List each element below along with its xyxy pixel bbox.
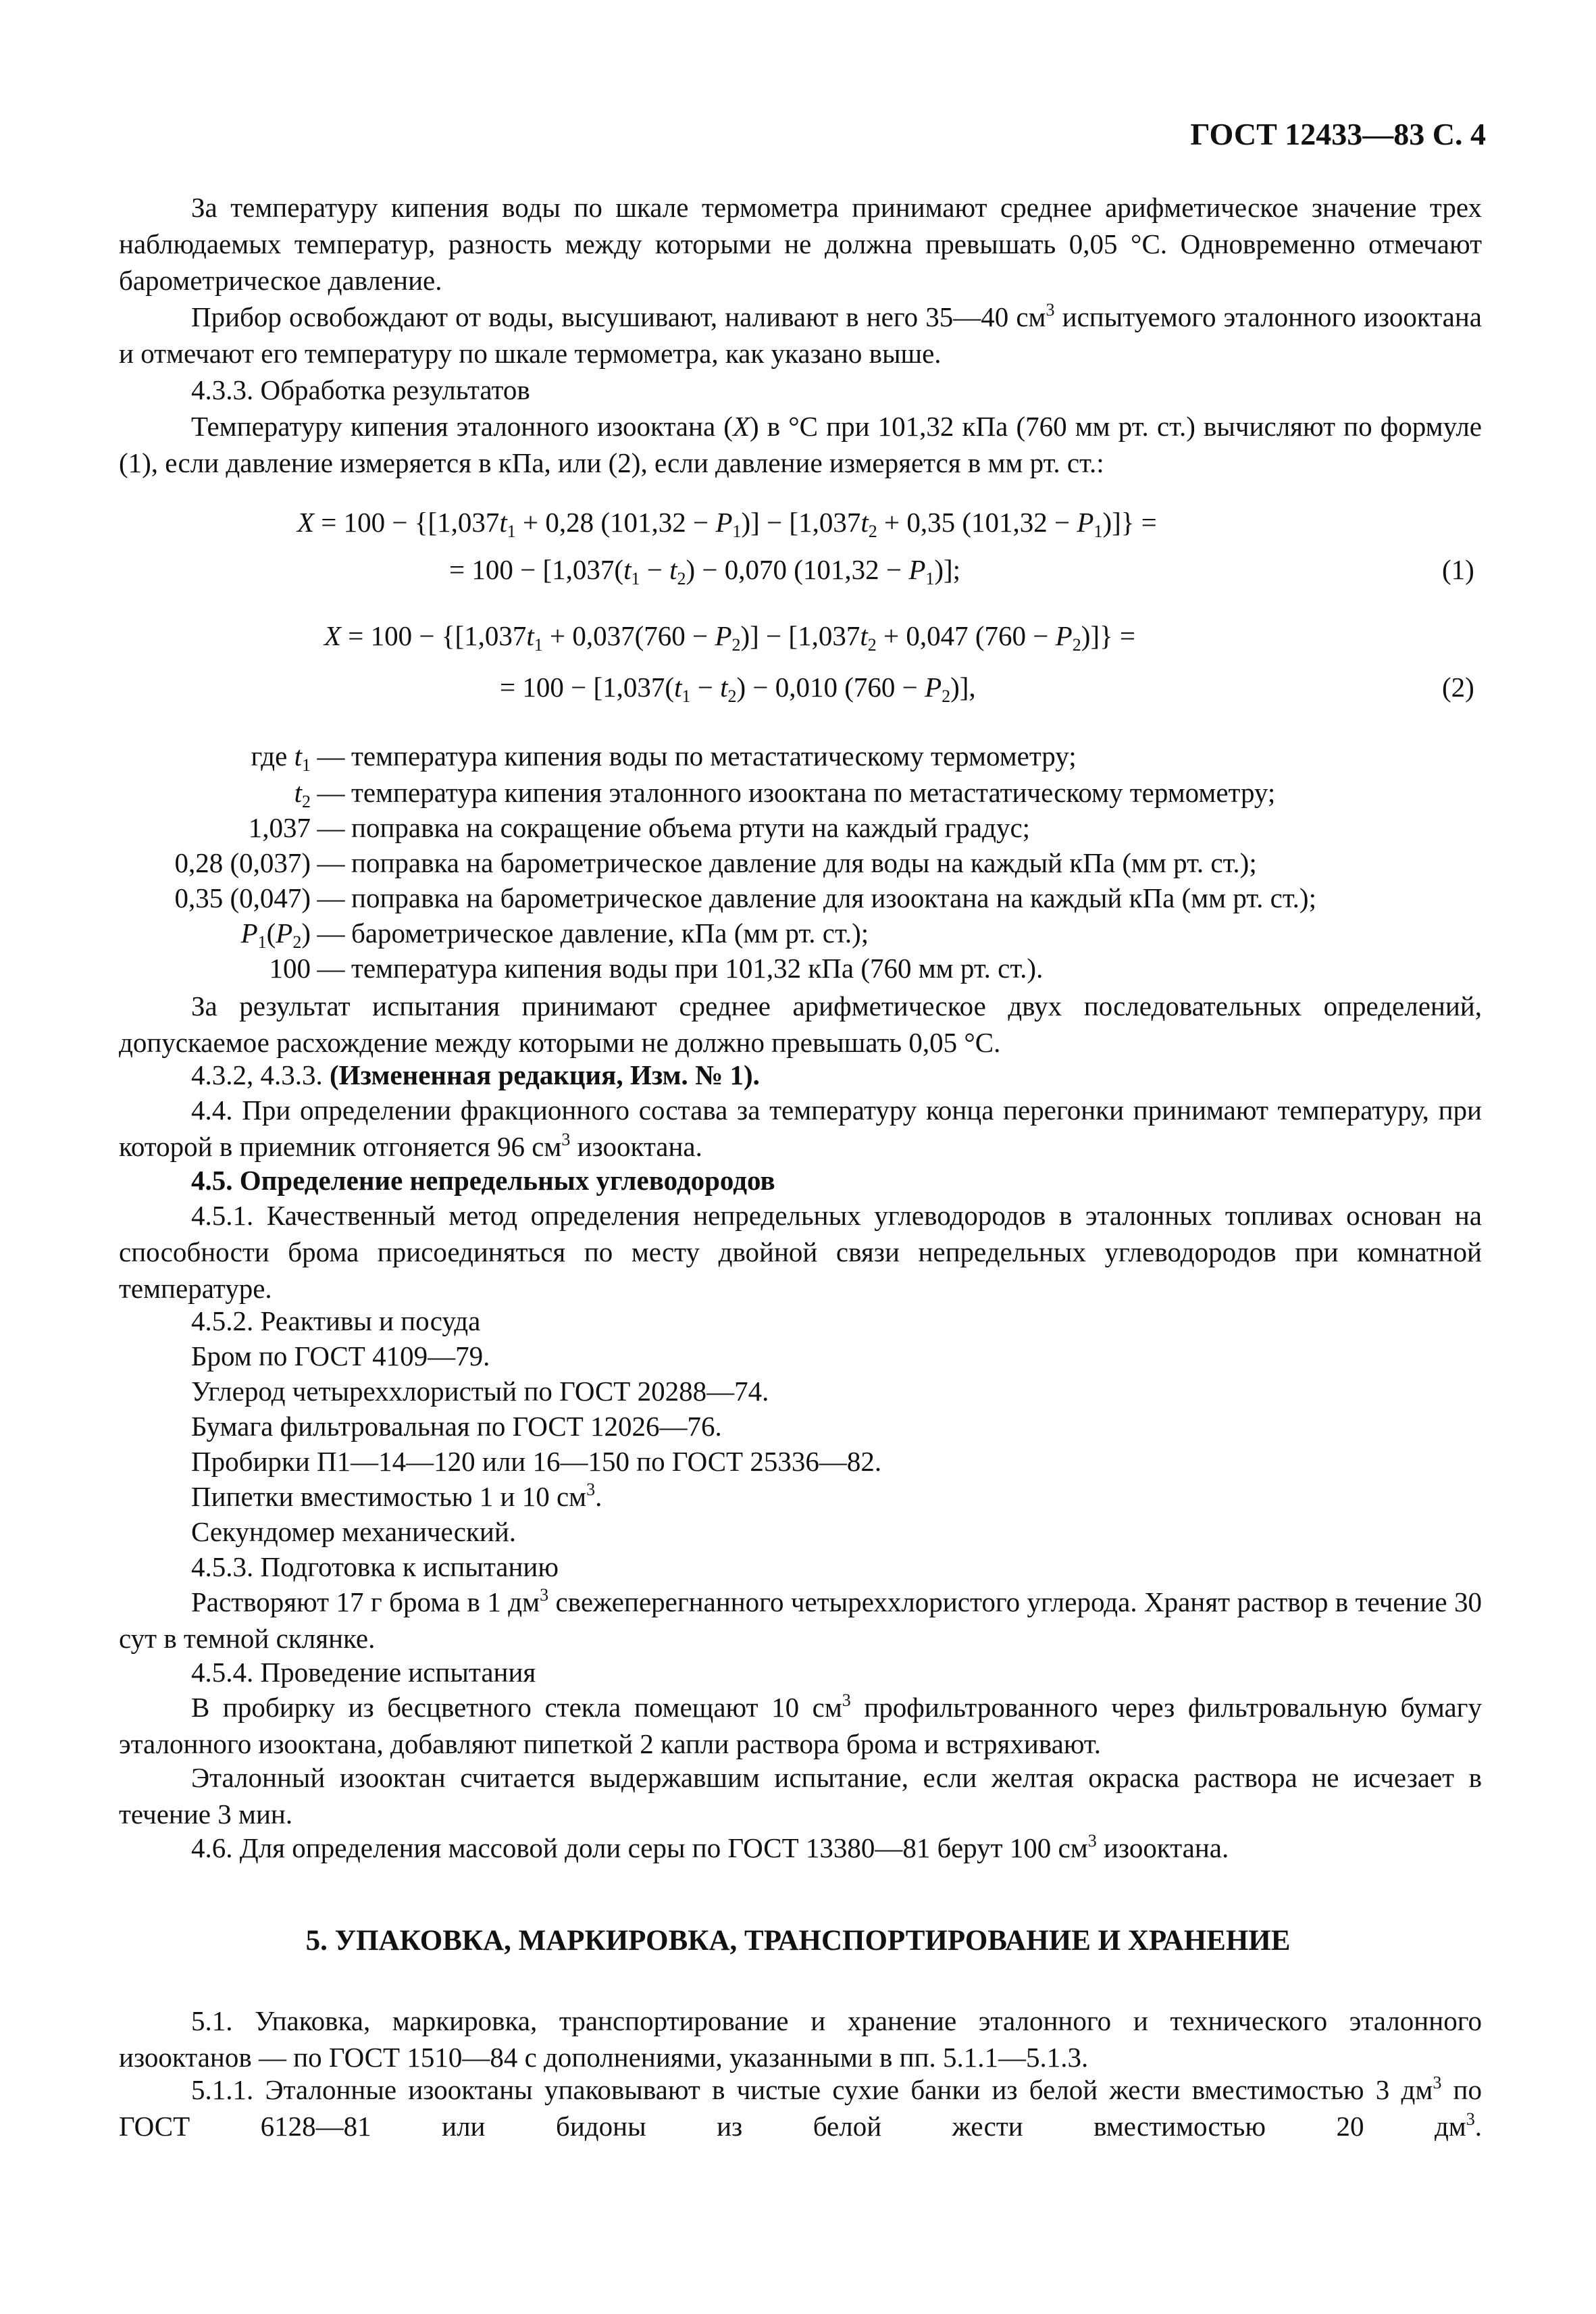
paragraph-4-3-3: 4.3.3. Обработка результатов [191, 374, 530, 405]
paragraph-isooctane-temperature: Температуру кипения эталонного изооктана (X) в °С при 101,32 кПа (760 мм рт. ст.) вычисляют по формуле (1), если давление измеряется в кПа, или (2), если давление измеряется в мм рт. ст.: [119, 411, 1482, 478]
paragraph-4-6: 4.6. Для определения массовой доли серы по ГОСТ 13380—81 берут 100 $см^3$ изооктана. [191, 1831, 1229, 1863]
formula-2-line-2: = $100 - [1,037(t_1 - t_2) - 0,010$ $(760 - P_2)$], [500, 672, 976, 706]
paragraph-test-procedure: В пробирку из бесцветного стекла помещают 10 $см^3$ профильтрованного через фильтровальную бумагу эталонного изооктана, добавляют пипеткой 2 капли раствора брома и встряхивают. [119, 1690, 1482, 1759]
paragraph-5-1: 5.1. Упаковка, маркировка, транспортирование и хранение эталонного и технического эталонного изооктанов — по ГОСТ 1510—84 с дополнениями, указанными в пп. 5.1.1—5.1.3. [119, 2005, 1482, 2073]
paragraph-4-5-1: 4.5.1. Качественный метод определения непредельных углеводородов в эталонных топливах основан на способности брома присоединяться по месту двойной связи непредельных углеводородов при комнатной температуре. [119, 1200, 1482, 1304]
formula-1-line-1: $X = 100 - \{[1,037t_1 + 0,28$ $(101,32 - P_1)] - [1,037t_2 + 0,35$ $(101,32 - P_1)$]} = [297, 507, 1157, 541]
formula-2-line-1: $X = 100 - \{[1,037t_1 + 0,037(760 - P_2)] - [1,037t_2 + 0,047$ $(760 - P_2)$]} = [324, 620, 1136, 655]
page-header: ГОСТ 12433—83 С. 4 [1190, 117, 1486, 151]
paragraph-test-result: За результат испытания принимают среднее арифметическое двух последовательных определений, допускаемое расхождение между которыми не должно превышать 0,05 °С. [119, 990, 1482, 1058]
where-row-t2: $t_2$ — температура кипения эталонного изооктана по метастатическому термометру; [294, 777, 1276, 811]
where-row-100: 100 — температура кипения воды при 101,32 кПа (760 мм рт. ст.). [269, 953, 1044, 984]
paragraph-test-tubes: Пробирки П1—14—120 или 16—150 по ГОСТ 25336—82. [191, 1446, 882, 1477]
paragraph-instrument-drying: Прибор освобождают от воды, высушивают, наливают в него 35—40 $см^3$ испытуемого эталонного изооктана и отмечают его температуру по шкале термометра, как указано выше. [119, 300, 1482, 369]
paragraph-stopwatch: Секундомер механический. [191, 1516, 517, 1547]
where-row-t1: где $t_1$ — температура кипения воды по метастатическому термометру; [251, 740, 1077, 775]
paragraph-5-1-1: 5.1.1. Эталонные изооктаны упаковывают в чистые сухие банки из белой жести вместимостью 3 $дм^3$ по ГОСТ 6128—81 или бидоны из белой жести вместимостью 20 $дм^3$. [119, 2073, 1482, 2142]
paragraph-4-5-2: 4.5.2. Реактивы и посуда [191, 1305, 481, 1336]
where-row-1037: 1,037 — поправка на сокращение объема ртути на каждый градус; [248, 812, 1031, 843]
paragraph-4-4: 4.4. При определении фракционного состава за температуру конца перегонки принимают температуру, при которой в приемник отгоняется 96 $см^3$ изооктана. [119, 1095, 1482, 1162]
paragraph-dissolve-bromine: Растворяют 17 г брома в 1 $дм^3$ свежеперегнанного четыреххлористого углерода. Хранят раствор в течение 30 сут в темной склянке. [119, 1585, 1483, 1654]
paragraph-carbon-tetrachloride: Углерод четыреххлористый по ГОСТ 20288—74. [191, 1376, 769, 1407]
formula-1-line-2: = $100 - [1,037(t_1 - t_2) - 0,070$ $(101,32 - P_1)$]; [449, 554, 961, 588]
heading-4-5: 4.5. Определение непредельных углеводородов [191, 1165, 775, 1196]
paragraph-boiling-water: За температуру кипения воды по шкале термометра принимают среднее арифметическое значение трех наблюдаемых температур, разность между которыми не должна превышать 0,05 °С. Одновременно отмечают барометрическое давление. [119, 192, 1482, 296]
where-row-p1p2: $P_1(P_2)$ — барометрическое давление, кПа (мм рт. ст.); [240, 917, 869, 952]
paragraph-bromine: Бром по ГОСТ 4109—79. [191, 1340, 490, 1372]
paragraph-pipettes: Пипетки вместимостью 1 и 10 $см^3$. [191, 1480, 602, 1512]
formula-1-number: (1) [1442, 554, 1474, 585]
section-5-title: 5. УПАКОВКА, МАРКИРОВКА, ТРАНСПОРТИРОВАНИЕ И ХРАНЕНИЕ [305, 1925, 1291, 1957]
paragraph-filter-paper: Бумага фильтровальная по ГОСТ 12026—76. [191, 1411, 722, 1442]
where-row-028: 0,28 (0,037) — поправка на барометрическое давление для воды на каждый кПа (мм рт. ст.); [174, 847, 1257, 878]
formula-2-number: (2) [1442, 672, 1474, 703]
paragraph-test-passed: Эталонный изооктан считается выдержавшим испытание, если желтая окраска раствора не исчезает в течение 3 мин. [119, 1762, 1482, 1830]
where-row-035: 0,35 (0,047) — поправка на барометрическое давление для изооктана на каждый кПа (мм рт. ст.); [174, 882, 1316, 913]
paragraph-4-5-3: 4.5.3. Подготовка к испытанию [191, 1551, 559, 1582]
paragraph-4-5-4: 4.5.4. Проведение испытания [191, 1657, 536, 1688]
paragraph-amendment: 4.3.2, 4.3.3. (Измененная редакция, Изм. № 1). [191, 1059, 760, 1090]
